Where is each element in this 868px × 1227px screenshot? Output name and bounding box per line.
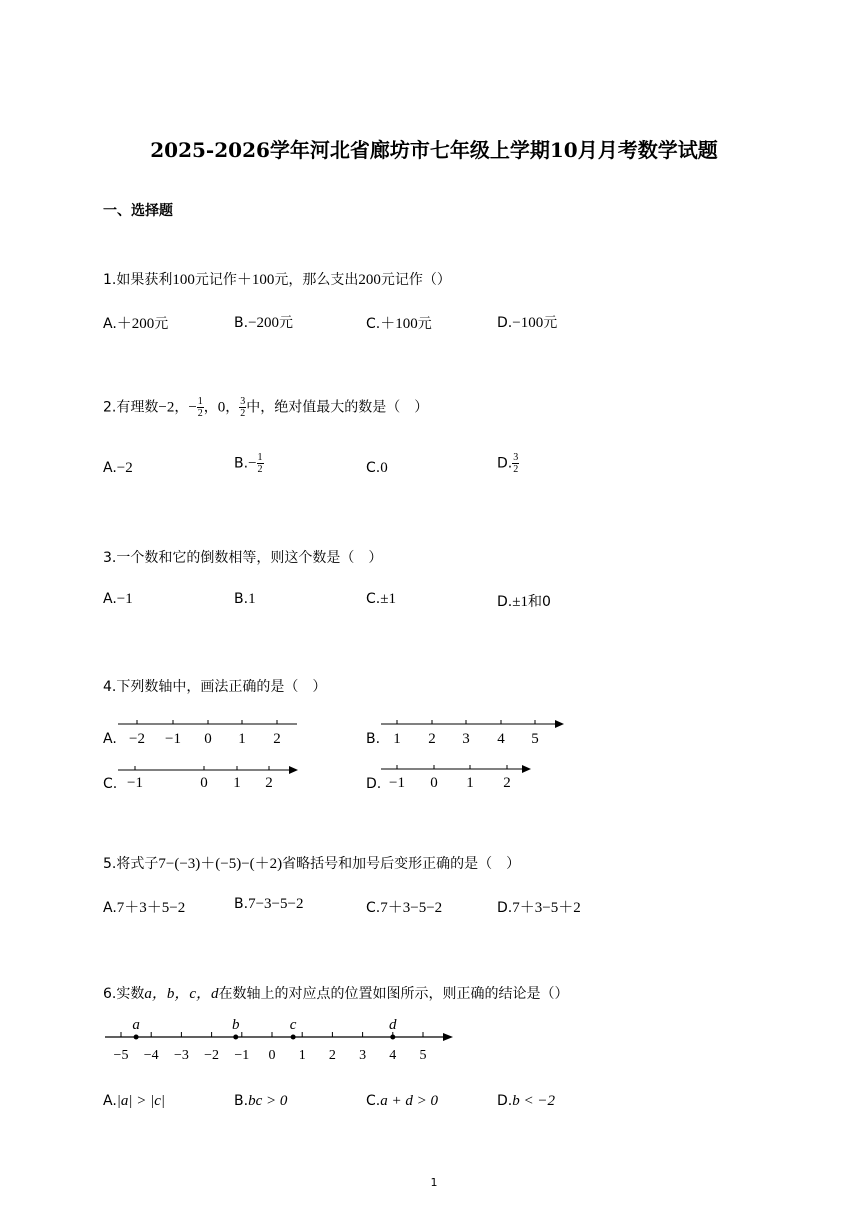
q6-option-a[interactable]	[103, 1093, 165, 1110]
arrow-right-icon	[522, 765, 531, 773]
separator: ，	[174, 399, 189, 416]
arrow-right-icon	[289, 766, 298, 774]
numerator: 1	[197, 396, 203, 407]
axis-d-label: 0	[430, 775, 438, 791]
q3-option-a[interactable]	[103, 591, 133, 608]
axis-tick-label: 4	[389, 1048, 397, 1063]
q1-option-d[interactable]	[497, 312, 557, 332]
q4-option-a-label[interactable]: A.	[103, 731, 117, 747]
option-value: bc > 0	[248, 1093, 288, 1109]
axis-tick-label: 2	[328, 1048, 336, 1063]
option-unit: 元	[543, 315, 558, 331]
q5-option-a[interactable]	[103, 896, 185, 917]
option-label: B.	[234, 896, 249, 912]
q1-value-1: 100	[172, 272, 195, 288]
axis-d-label: 2	[503, 775, 511, 791]
option-value: 0	[380, 460, 388, 476]
numerator: 1	[257, 452, 263, 463]
number-line-a	[115, 715, 305, 750]
axis-tick-label: −3	[173, 1048, 189, 1063]
point-label-d: d	[389, 1017, 397, 1033]
q2-option-b[interactable]	[234, 452, 264, 475]
axis-d-ticks	[397, 765, 507, 769]
option-value: |a| > |c|	[116, 1093, 166, 1109]
q2-text-1: 有理数	[116, 399, 159, 416]
axis-d-label: −1	[389, 775, 405, 791]
denominator: 2	[240, 408, 246, 419]
option-label: A.	[103, 900, 117, 916]
question-2	[103, 396, 428, 419]
number-line-q6	[103, 1012, 463, 1067]
option-label: C.	[366, 1093, 381, 1109]
option-label: D.	[497, 315, 513, 331]
axis-b-label: 2	[428, 731, 436, 747]
q5-text-1: 5.将式子	[103, 856, 159, 872]
option-label: B.	[234, 1093, 249, 1109]
numerator: 3	[513, 452, 519, 463]
axis-b-ticks	[397, 720, 535, 724]
point-d	[390, 1035, 395, 1040]
q2-number: 2.	[103, 399, 117, 416]
axis-c-label: 0	[200, 775, 208, 791]
point-label-b: b	[232, 1017, 240, 1033]
option-value: 7＋3−5＋2	[512, 900, 581, 916]
separator: ，	[203, 399, 218, 416]
q6-text-2: 在数轴上的对应点的位置如图所示，则正确的结论是（）	[218, 986, 569, 1002]
section-heading: 一、选择题	[103, 203, 173, 219]
question-5	[103, 852, 520, 873]
axis-a-label: 2	[273, 731, 281, 747]
q1-option-b[interactable]	[234, 312, 293, 332]
denominator: 2	[513, 464, 519, 475]
q1-text-3: 元，那么支出	[274, 272, 359, 288]
axis-d-label: 1	[466, 775, 474, 791]
fraction-neg-half	[257, 452, 264, 475]
question-4: 4.下列数轴中，画法正确的是（ ）	[103, 679, 327, 695]
q2-option-c[interactable]	[366, 460, 388, 477]
point-b	[233, 1035, 238, 1040]
option-label: B.	[234, 315, 249, 331]
axis-tick-label: 0	[268, 1048, 276, 1063]
axis-tick-label: 5	[419, 1048, 427, 1063]
option-value: 1	[248, 591, 256, 607]
denominator: 2	[257, 464, 263, 475]
option-unit: 元	[417, 316, 432, 332]
q2-value-1: −2	[158, 399, 175, 416]
option-label: B.	[234, 591, 249, 607]
q6-text-1: 6.实数	[103, 986, 145, 1002]
question-6	[103, 982, 569, 1003]
option-value: −1	[116, 591, 133, 607]
axis-c-ticks	[135, 766, 269, 770]
q3-option-d[interactable]	[497, 591, 551, 611]
q1-text-2: 元记作	[194, 272, 237, 288]
option-label: D.	[497, 900, 513, 916]
option-value: 7＋3−5−2	[380, 900, 443, 916]
option-value: 7−3−5−2	[248, 896, 304, 912]
axis-tick-label: 1	[298, 1048, 306, 1063]
option-value: b < −2	[512, 1093, 555, 1109]
q3-option-b[interactable]	[234, 591, 256, 608]
minus-sign: −	[248, 455, 257, 472]
option-label: D.	[497, 594, 513, 610]
numerator: 3	[240, 396, 246, 407]
q5-text-2: 省略括号和加号后变形正确的是（ ）	[282, 856, 521, 872]
q2-text-2: 中，绝对值最大的数是（ ）	[246, 399, 429, 416]
q1-option-c[interactable]	[366, 312, 432, 333]
option-unit: 元	[279, 315, 294, 331]
axis-a-ticks	[137, 720, 277, 724]
option-label: A.	[103, 591, 117, 607]
option-value: −100	[512, 315, 544, 331]
fraction-three-halves	[512, 452, 519, 475]
axis-tick-label: −1	[234, 1048, 250, 1063]
axis-points	[132, 1017, 397, 1040]
arrow-right-icon	[443, 1033, 453, 1041]
option-value: ＋100	[380, 316, 418, 332]
point-c	[291, 1035, 296, 1040]
axis-a-label: 1	[238, 731, 246, 747]
point-label-c: c	[289, 1017, 297, 1033]
q1-option-a[interactable]	[103, 312, 168, 333]
q4-option-c-label[interactable]: C.	[103, 776, 118, 792]
option-label: D.	[497, 455, 513, 472]
axis-tick-label: −2	[204, 1048, 220, 1063]
option-unit: 元	[154, 316, 169, 332]
option-unit: 和0	[527, 594, 551, 610]
q3-option-c[interactable]	[366, 591, 396, 608]
axis-b-label: 1	[393, 731, 401, 747]
option-label: A.	[103, 1093, 117, 1109]
fraction-neg-half	[197, 396, 204, 419]
option-label: C.	[366, 591, 381, 607]
q5-option-d[interactable]	[497, 896, 581, 917]
q1-value-2: ＋100	[236, 272, 275, 288]
q1-number: 1.	[103, 272, 117, 288]
q6-option-d[interactable]	[497, 1093, 555, 1110]
axis-tick-label: −4	[143, 1048, 159, 1063]
option-label: A.	[103, 460, 117, 476]
q2-value-3: 0	[217, 399, 226, 416]
option-label: D.	[497, 1093, 513, 1109]
page-title: 2025-2026学年河北省廊坊市七年级上学期10月月考数学试题	[150, 138, 718, 162]
q6-variables: a，b，c，d	[144, 986, 219, 1002]
denominator: 2	[197, 408, 203, 419]
option-label: C.	[366, 316, 381, 332]
axis-tick-label: −5	[113, 1048, 129, 1063]
option-label: C.	[366, 460, 381, 476]
option-value: ±1	[380, 591, 396, 607]
q1-text-4: 元记作（）	[380, 272, 451, 288]
number-line-d	[378, 761, 538, 796]
axis-a-label: 0	[204, 731, 212, 747]
option-value: ±1	[512, 594, 528, 610]
separator: ，	[225, 399, 240, 416]
point-a	[134, 1035, 139, 1040]
q4-option-b-label[interactable]: B.	[366, 731, 381, 747]
q4-option-d-label[interactable]: D.	[366, 776, 382, 792]
option-label: C.	[366, 900, 381, 916]
option-value: −200	[248, 315, 280, 331]
option-label: A.	[103, 316, 117, 332]
axis-c-label: 1	[233, 775, 241, 791]
axis-c-label: 2	[265, 775, 273, 791]
axis-b-label: 4	[497, 731, 505, 747]
q2-option-a[interactable]	[103, 460, 133, 477]
q6-option-b[interactable]	[234, 1093, 287, 1110]
axis-a-label: −2	[129, 731, 145, 747]
q5-option-b[interactable]	[234, 896, 303, 913]
point-label-a: a	[132, 1017, 140, 1033]
q1-value-3: 200	[358, 272, 381, 288]
arrow-right-icon	[555, 720, 564, 728]
q2-option-d[interactable]	[497, 452, 519, 475]
option-label: B.	[234, 455, 249, 472]
option-value: −2	[116, 460, 133, 476]
option-value: ＋200	[116, 316, 155, 332]
option-value: a + d > 0	[380, 1093, 438, 1109]
q5-expression: 7−(−3)＋(−5)−(＋2)	[158, 856, 283, 872]
minus-sign: −	[188, 399, 197, 416]
axis-b-label: 5	[531, 731, 539, 747]
q6-option-c[interactable]	[366, 1093, 438, 1110]
number-line-c	[115, 762, 305, 797]
axis-tick-label: 3	[359, 1048, 367, 1063]
axis-c-label: −1	[127, 775, 143, 791]
question-3: 3.一个数和它的倒数相等，则这个数是（ ）	[103, 550, 383, 566]
question-1	[103, 268, 451, 289]
axis-b-label: 3	[462, 731, 470, 747]
q5-option-c[interactable]	[366, 896, 442, 917]
axis-a-label: −1	[165, 731, 181, 747]
page-number: 1	[430, 1176, 438, 1189]
q1-text-1: 如果获利	[116, 272, 173, 288]
option-value: 7＋3＋5−2	[116, 900, 186, 916]
number-line-b	[378, 715, 568, 750]
